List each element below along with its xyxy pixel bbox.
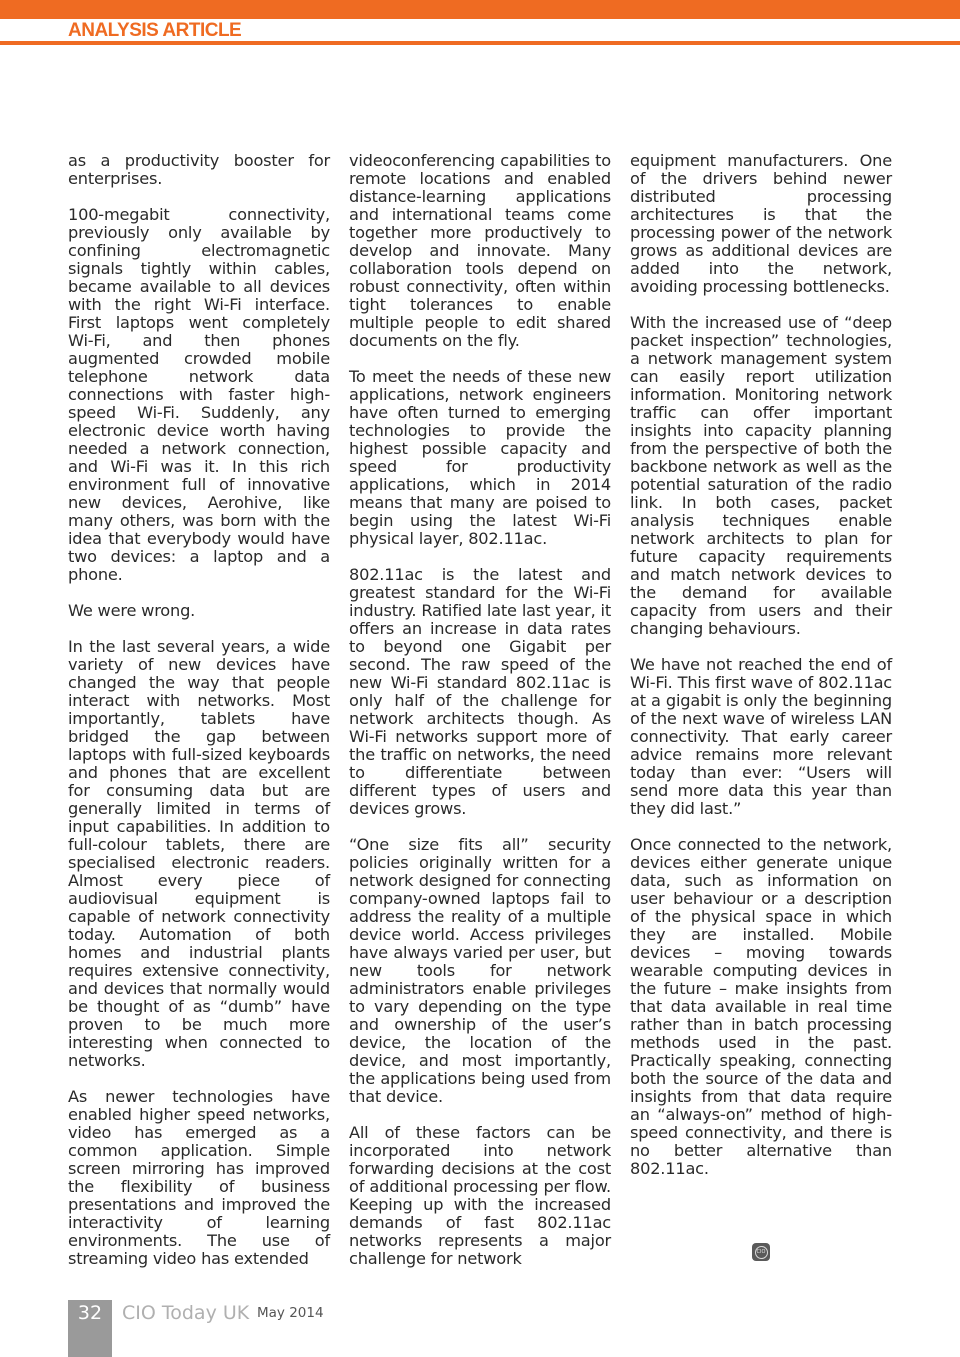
publication-name: CIO Today UK <box>122 1302 250 1324</box>
paragraph: 802.11ac is the latest and greatest standard for the Wi-Fi industry. Ratified late last year, it offers an increase in data rates to beyond one Gigabit per second. The raw speed of the new Wi-Fi standard 802.11ac is only half of the challenge for network architects though. As Wi-Fi networks support more of the traffic on networks, the need to differentiate between different types of users and devices grows. <box>349 565 611 818</box>
paragraph: In the last several years, a wide variety of new devices have changed the way that people interact with networks. Most importantly, tablets have bridged the gap between laptops with full-sized keyboards and phones that are excellent for consuming data but are generally limited in terms of input capabilities. In addition to full-colour tablets, there are specialised electronic readers. Almost every piece of audiovisual equipment is capable of network connectivity today. Automation of both homes and industrial plants requires extensive connectivity, and devices that normally would be thought of as “dumb” have proven to be much more interesting when connected to networks. <box>68 637 330 1070</box>
article-column-2 <box>349 152 611 1286</box>
page-number: 32 <box>77 1302 103 1324</box>
article-column-1 <box>68 152 330 1286</box>
paragraph: With the increased use of “deep packet inspection” technologies, a network management system can easily report utilization information. Monitoring network traffic can offer important insights into capacity planning from the perspective of both the backbone network as well as the potential saturation of the radio link. In both cases, packet analysis techniques enable network architects to plan for future capacity requirements and match network devices to the demand for available capacity from users and their changing behaviours. <box>630 313 892 638</box>
cio-end-mark-icon <box>752 1243 770 1261</box>
paragraph: To meet the needs of these new applications, network engineers have often turned to emerging technologies to provide the highest possible capacity and speed for productivity applications, which in 2014 means that many are poised to begin using the latest Wi-Fi physical layer, 802.11ac. <box>349 367 611 548</box>
paragraph: 100-megabit connectivity, previously only available by confining electromagnetic signals tightly within cables, became available to all devices with the right Wi-Fi interface. First laptops went completely Wi-Fi, and then phones augmented crowded mobile telephone network data connections with faster high-speed Wi-Fi. Suddenly, any electronic device worth having needed a network connection, and Wi-Fi was it. In this rich environment full of innovative new devices, Aerohive, like many others, was born with the idea that everybody would have two devices: a laptop and a phone. <box>68 205 330 584</box>
header-accent-bar <box>0 0 960 19</box>
paragraph: “One size fits all” security policies originally written for a network designed for connecting company-owned laptops fail to address the reality of a multiple device world. Access privileges have always varied per user, but new tools for network administrators enable privileges to vary depending on the type and ownership of the user’s device, the location of the device, and most importantly, the applications being used from that device. <box>349 835 611 1106</box>
article-column-3 <box>630 152 892 1196</box>
paragraph: Once connected to the network, devices either generate unique data, such as information on user behaviour or a description of the physical space in which they are installed. Mobile devices – moving towards wearable computing devices in the future – make insights from that data available in real time rather than in batch processing methods used in the past. Practically speaking, connecting both the source of the data and insights from that data require an “always-on” method of high-speed connectivity, and there is no better alternative than 802.11ac. <box>630 835 892 1178</box>
paragraph: We were wrong. <box>68 601 196 620</box>
paragraph: equipment manufacturers. One of the drivers behind newer distributed processing architectures is that the processing power of the network grows as additional devices are added into the network, avoiding processing bottlenecks. <box>630 151 892 296</box>
paragraph: videoconferencing capabilities to remote locations and enabled distance-learning applications and international teams come together more productively to develop and innovate. Many collaboration tools depend on robust connectivity, often within tight tolerances to enable multiple people to edit shared documents on the fly. <box>349 151 611 350</box>
section-label: ANALYSIS ARTICLE <box>68 20 242 41</box>
paragraph: as a productivity booster for enterprises. <box>68 151 330 188</box>
issue-date: May 2014 <box>257 1305 324 1321</box>
paragraph: As newer technologies have enabled higher speed networks, video has emerged as a common application. Simple screen mirroring has improved the flexibility of business presentations and improved the interactivity of learning environments. The use of streaming video has extended <box>68 1087 330 1268</box>
paragraph: All of these factors can be incorporated into network forwarding decisions at the cost of additional processing per flow. Keeping up with the increased demands of fast 802.11ac networks represents a major challenge for network <box>349 1123 611 1268</box>
end-mark-text: CIO <box>755 1246 768 1259</box>
paragraph: We have not reached the end of Wi-Fi. This first wave of 802.11ac at a gigabit is only the beginning of the next wave of wireless LAN connectivity. That early career advice remains more relevant today than ever: “Users will send more data this year than they did last.” <box>630 655 892 818</box>
header-rule <box>0 41 960 45</box>
